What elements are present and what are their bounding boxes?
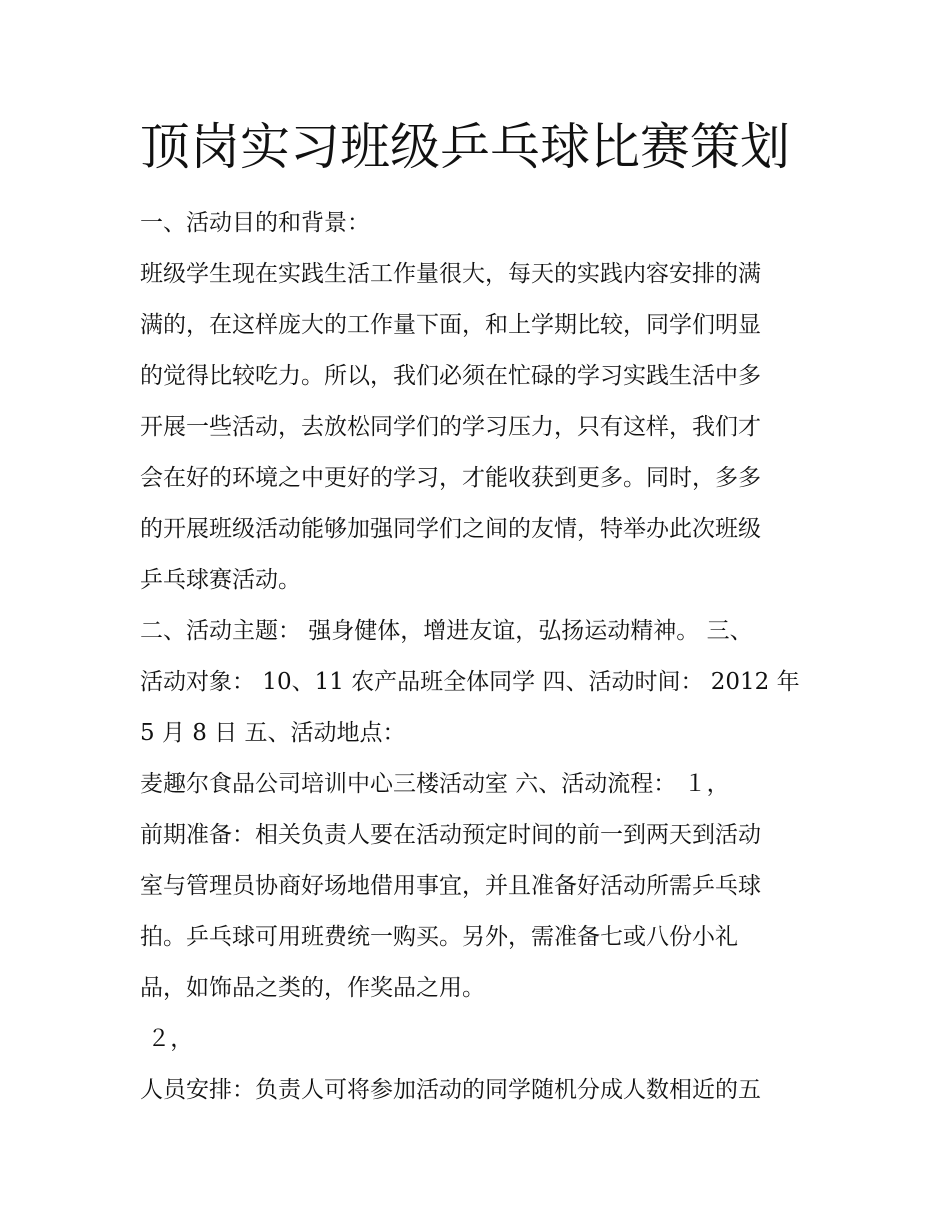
section-line-venue-process: 麦趣尔食品公司培训中心三楼活动室 六、活动流程： １， bbox=[140, 771, 730, 797]
paragraph-line: 室与管理员协商好场地借用事宜，并且准备好活动所需乒乓球 bbox=[140, 873, 761, 899]
paragraph-line: 的开展班级活动能够加强同学们之间的友情，特举办此次班级 bbox=[140, 516, 761, 542]
paragraph-line: 乒乓球赛活动。 bbox=[140, 567, 301, 593]
section-line-audience-time: 活动对象： 10、11 农产品班全体同学 四、活动时间： 2012 年 bbox=[140, 669, 800, 695]
paragraph-line: 开展一些活动，去放松同学们的学习压力，只有这样，我们才 bbox=[140, 414, 761, 440]
paragraph-line: 拍。乒乓球可用班费统一购买。另外，需准备七或八份小礼 bbox=[140, 924, 738, 950]
paragraph-line: 前期准备：相关负责人要在活动预定时间的前一到两天到活动 bbox=[140, 822, 761, 848]
paragraph-line: 会在好的环境之中更好的学习，才能收获到更多。同时，多多 bbox=[140, 465, 761, 491]
paragraph-line: 满的，在这样庞大的工作量下面，和上学期比较，同学们明显 bbox=[140, 312, 761, 338]
paragraph-line: 品，如饰品之类的，作奖品之用。 bbox=[140, 975, 485, 1001]
paragraph-line: 班级学生现在实践生活工作量很大，每天的实践内容安排的满 bbox=[140, 261, 761, 287]
document-title: 顶岗实习班级乒乓球比赛策划 bbox=[140, 118, 790, 176]
list-number: ２， bbox=[140, 1026, 194, 1052]
paragraph-line: 的觉得比较吃力。所以，我们必须在忙碌的学习实践生活中多 bbox=[140, 363, 761, 389]
paragraph-line: 人员安排：负责人可将参加活动的同学随机分成人数相近的五 bbox=[140, 1077, 761, 1103]
section-line-theme: 二、活动主题： 强身健体，增进友谊，弘扬运动精神。 三、 bbox=[140, 618, 753, 644]
document-body bbox=[140, 198, 820, 1116]
section-line-date-location: 5 月 8 日 五、活动地点： bbox=[140, 720, 406, 746]
section-heading-purpose: 一、活动目的和背景： bbox=[140, 210, 370, 236]
